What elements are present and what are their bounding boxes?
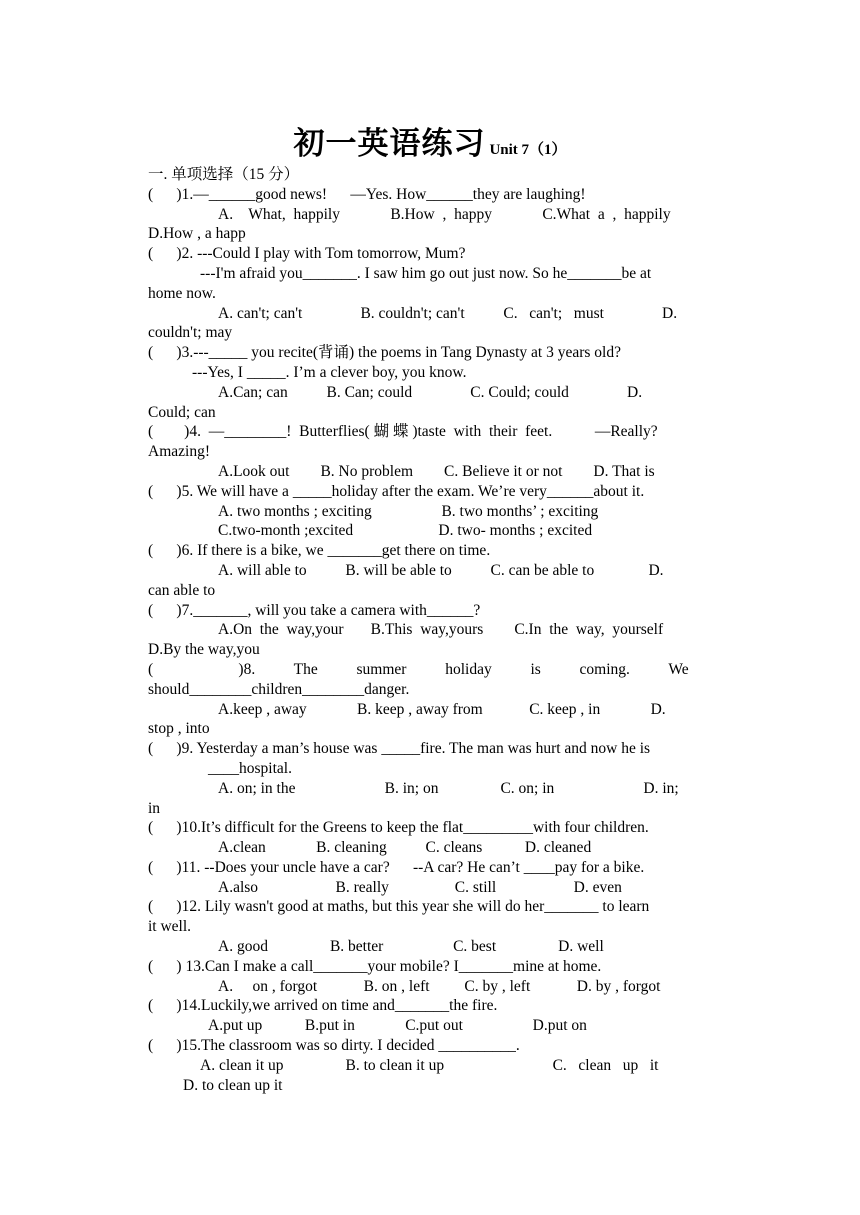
question-6: ( )6. If there is a bike, we _______get there on time. (148, 542, 491, 560)
question-2-options-cont: couldn't; may (148, 324, 233, 342)
question-8-cont: should________children________danger. (148, 680, 410, 698)
question-8-options: A.keep , away B. keep , away from C. keep , in D. (218, 700, 666, 718)
question-9: ( )9. Yesterday a man’s house was _____fire. The man was hurt and now he is (148, 740, 651, 758)
question-3-options: A.Can; can B. Can; could C. Could; could D. (218, 383, 643, 401)
question-9-options: A. on; in the B. in; on C. on; in D. in; (218, 779, 679, 797)
question-7-options: A.On the way,your B.This way,yours C.In the way, yourself (218, 621, 664, 639)
question-1-options-cont: D.How , a happ (148, 225, 246, 243)
question-7: ( )7._______, will you take a camera with______? (148, 601, 481, 619)
question-5: ( )5. We will have a _____holiday after the exam. We’re very______about it. (148, 482, 645, 500)
title-sub: Unit 7（1） (489, 142, 567, 158)
question-1: ( )1.—______good news! —Yes. How______they are laughing! (148, 185, 586, 203)
question-13: ( ) 13.Can I make a call_______your mobile? I_______mine at home. (148, 957, 602, 975)
question-5-options-ab: A. two months ; exciting B. two months’ ; exciting (218, 502, 599, 520)
title-main: 初一英语练习 (293, 126, 486, 162)
question-11: ( )11. --Does your uncle have a car? --A car? He can’t ____pay for a bike. (148, 858, 645, 876)
question-6-options-cont: can able to (148, 581, 216, 599)
page-title (148, 118, 712, 163)
question-5-options-cd: C.two-month ;excited D. two- months ; excited (218, 522, 593, 540)
question-15: ( )15.The classroom was so dirty. I decided __________. (148, 1037, 520, 1055)
question-7-options-cont: D.By the way,you (148, 641, 260, 659)
question-13-options: A. on , forgot B. on , left C. by , left D. by , forgot (218, 977, 661, 995)
question-4-cont: Amazing! (148, 443, 210, 461)
question-9-cont: ____hospital. (208, 759, 292, 777)
question-9-options-cont: in (148, 799, 161, 817)
question-12-options: A. good B. better C. best D. well (218, 938, 604, 956)
question-12: ( )12. Lily wasn't good at maths, but this year she will do her_______ to learn (148, 898, 650, 916)
question-4: ( )4. —________! Butterflies( 蝴 蝶 )taste with their feet. —Really? (148, 423, 658, 441)
question-15-options: A. clean it up B. to clean it up C. clean up it (200, 1056, 659, 1074)
question-3-line2: ---Yes, I _____. I’m a clever boy, you know. (192, 363, 467, 381)
question-15-options-cont: D. to clean up it (183, 1076, 283, 1094)
question-6-options: A. will able to B. will be able to C. can be able to D. (218, 561, 664, 579)
question-2-line2: ---I'm afraid you_______. I saw him go out just now. So he_______be at (200, 264, 652, 282)
question-3: ( )3.---_____ you recite(背诵) the poems in Tang Dynasty at 3 years old? (148, 344, 621, 362)
question-3-options-cont: Could; can (148, 403, 216, 421)
question-8: ( )8. The summer holiday is coming. We (148, 660, 689, 678)
question-14-options: A.put up B.put in C.put out D.put on (208, 1017, 587, 1035)
worksheet (148, 118, 712, 1095)
question-14: ( )14.Luckily,we arrived on time and_______the fire. (148, 997, 498, 1015)
question-2-line3: home now. (148, 284, 216, 302)
question-2: ( )2. ---Could I play with Tom tomorrow, Mum? (148, 245, 466, 263)
section-heading: 一. 单项选择（15 分） (148, 166, 300, 183)
question-10-options: A.clean B. cleaning C. cleans D. cleaned (218, 839, 592, 857)
question-1-options: A. What, happily B.How , happy C.What a , happily (218, 205, 671, 223)
question-8-options-cont: stop , into (148, 720, 210, 738)
question-12-cont: it well. (148, 918, 192, 936)
question-11-options: A.also B. really C. still D. even (218, 878, 622, 896)
question-4-options: A.Look out B. No problem C. Believe it or not D. That is (218, 462, 655, 480)
question-2-options: A. can't; can't B. couldn't; can't C. can't; must D. (218, 304, 678, 322)
question-10: ( )10.It’s difficult for the Greens to keep the flat_________with four children. (148, 819, 649, 837)
